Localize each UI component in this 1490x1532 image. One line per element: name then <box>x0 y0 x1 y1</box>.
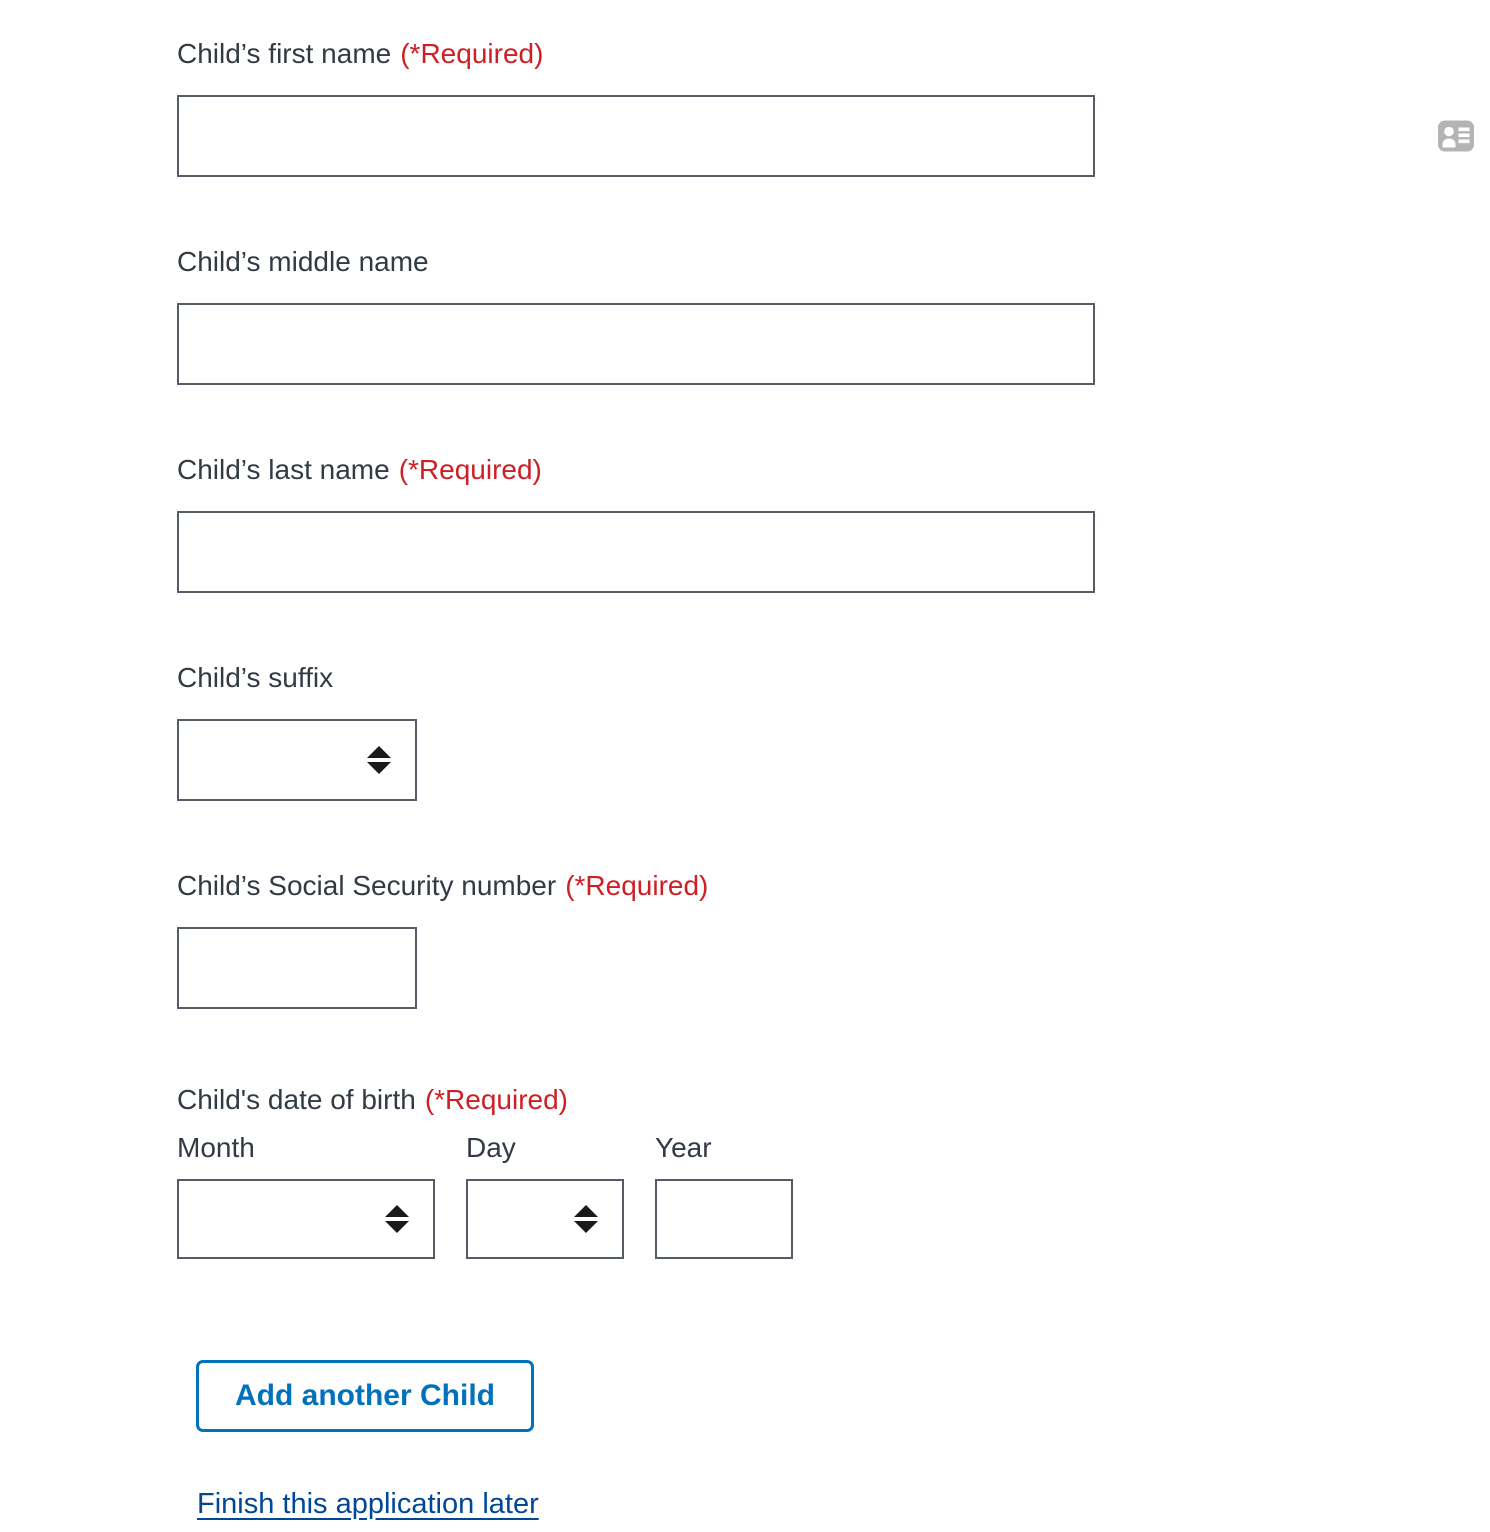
dob-month-select[interactable] <box>177 1179 435 1259</box>
suffix-select[interactable] <box>177 719 417 801</box>
ssn-label <box>177 869 1490 903</box>
ssn-label-text: Child’s Social Security number <box>177 870 557 901</box>
ssn-required-text: (*Required) <box>565 870 709 901</box>
dob-columns <box>177 1131 1490 1259</box>
middle-name-label <box>177 245 1490 279</box>
field-dob <box>177 1083 1490 1259</box>
dob-month-select-wrap <box>177 1179 435 1259</box>
dob-day-label: Day <box>466 1132 516 1163</box>
middle-name-input[interactable] <box>177 303 1095 385</box>
first-name-label <box>177 37 1490 71</box>
last-name-input-wrap <box>177 511 1490 593</box>
suffix-label-text: Child’s suffix <box>177 662 334 693</box>
dob-day-select-wrap <box>466 1179 624 1259</box>
finish-link-row <box>197 1488 1490 1521</box>
dob-year-column <box>655 1131 793 1259</box>
field-last-name <box>177 453 1490 593</box>
dob-year-label: Year <box>655 1132 712 1163</box>
form-actions <box>196 1360 1490 1432</box>
field-suffix <box>177 661 1490 801</box>
last-name-label <box>177 453 1490 487</box>
dob-day-column <box>466 1131 624 1259</box>
dob-day-select[interactable] <box>466 1179 624 1259</box>
suffix-select-wrap <box>177 719 417 801</box>
field-ssn <box>177 869 1490 1009</box>
first-name-input-wrap <box>177 95 1490 177</box>
dob-month-label: Month <box>177 1132 255 1163</box>
contact-card-icon[interactable] <box>1438 121 1474 152</box>
first-name-label-text: Child’s first name <box>177 38 392 69</box>
field-first-name <box>177 37 1490 177</box>
dob-year-input[interactable] <box>655 1179 793 1259</box>
middle-name-label-text: Child’s middle name <box>177 246 429 277</box>
dob-required-text: (*Required) <box>424 1084 568 1115</box>
ssn-input-wrap <box>177 927 1490 1009</box>
field-middle-name <box>177 245 1490 385</box>
last-name-required-text: (*Required) <box>398 454 542 485</box>
ssn-input[interactable] <box>177 927 417 1009</box>
finish-application-later-link[interactable]: Finish this application later <box>197 1488 539 1520</box>
middle-name-input-wrap <box>177 303 1490 385</box>
add-another-child-button[interactable]: Add another Child <box>196 1360 534 1432</box>
dob-label-text: Child's date of birth <box>177 1084 416 1115</box>
first-name-input[interactable] <box>177 95 1095 177</box>
suffix-label <box>177 661 1490 695</box>
last-name-input[interactable] <box>177 511 1095 593</box>
dob-label <box>177 1083 1490 1117</box>
first-name-required-text: (*Required) <box>400 38 544 69</box>
dob-month-column <box>177 1131 435 1259</box>
last-name-label-text: Child’s last name <box>177 454 390 485</box>
